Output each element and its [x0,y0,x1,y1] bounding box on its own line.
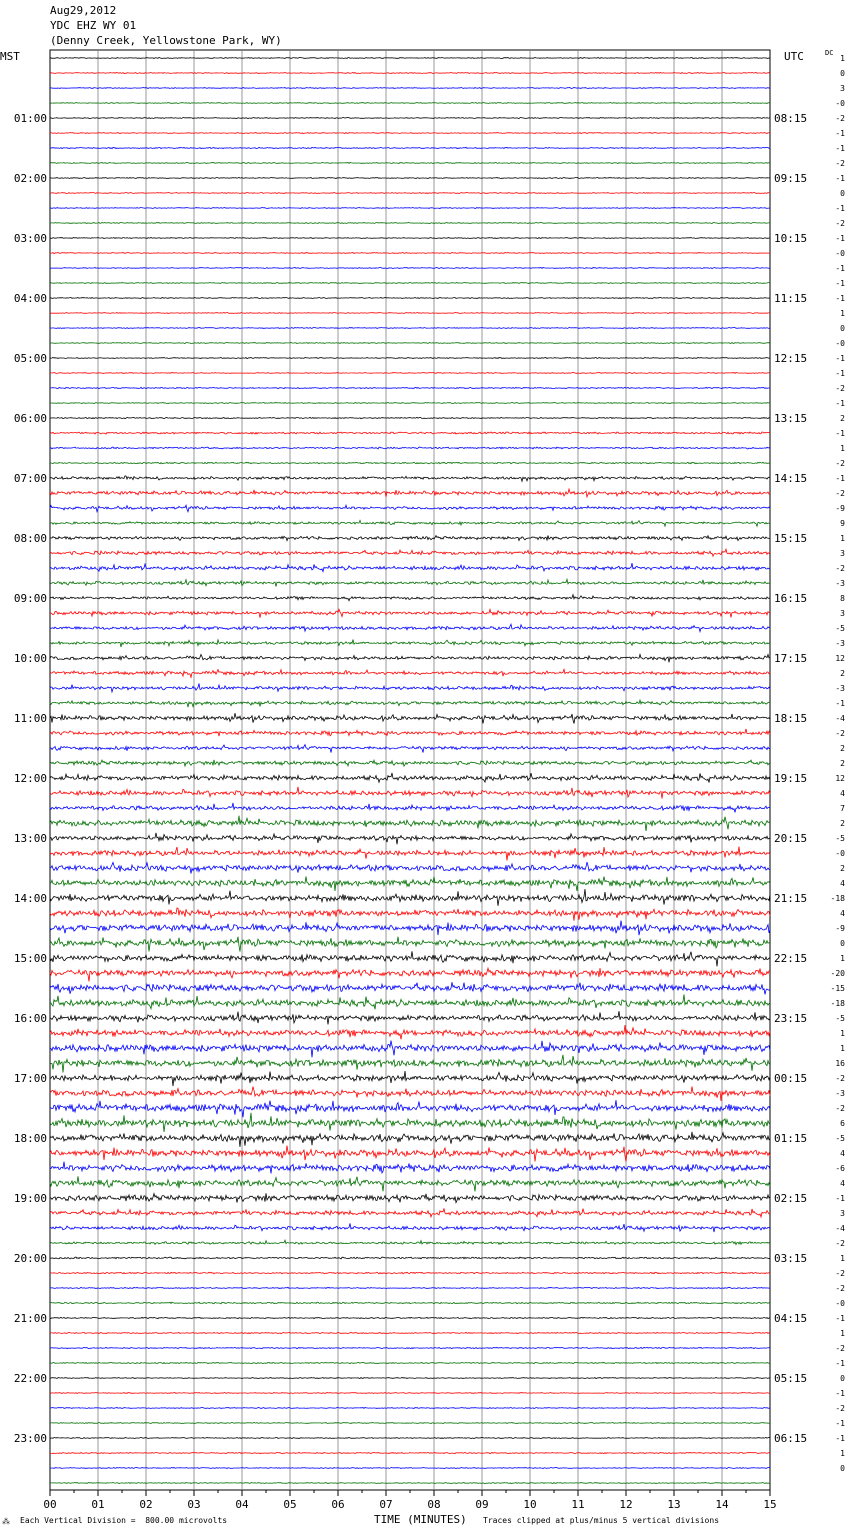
dc-offset-label: 2 [840,669,845,678]
left-time-label: 16:00 [13,1012,47,1025]
trace-line [50,283,770,284]
trace-line [50,1055,770,1073]
dc-offset-label: -18 [830,999,845,1008]
dc-offset-label: -6 [835,1164,845,1173]
trace-line [50,1452,770,1453]
trace-line [50,1146,770,1162]
trace-line [50,267,770,268]
trace-line [50,358,770,359]
dc-offset-label: -2 [835,564,845,573]
dc-offset-label: -1 [835,1359,845,1368]
trace-line [50,549,770,556]
right-time-label: 06:15 [774,1432,808,1445]
right-time-label: 14:15 [774,472,808,485]
x-tick-label: 06 [331,1498,345,1511]
dc-offset-label: 8 [840,594,845,603]
x-tick-label: 01 [91,1498,105,1511]
dc-offset-label: -0 [835,99,845,108]
trace-line [50,1071,770,1086]
dc-offset-label: 1 [840,1029,845,1038]
dc-offset-label: 4 [840,789,845,798]
dc-offset-label: -1 [835,174,845,183]
dc-offset-label: -3 [835,684,845,693]
dc-offset-label: -0 [835,849,845,858]
x-tick-label: 05 [283,1498,297,1511]
dc-offset-label: 7 [840,804,845,813]
dc-offset-label: 0 [840,939,845,948]
right-time-label: 15:15 [774,532,808,545]
x-tick-label: 04 [235,1498,249,1511]
trace-line [50,745,770,753]
x-tick-label: 11 [571,1498,585,1511]
dc-offset-label: -1 [835,354,845,363]
dc-offset-label: 1 [840,954,845,963]
dc-offset-label: -1 [835,1389,845,1398]
dc-offset-label: -5 [835,834,845,843]
dc-offset-label: 2 [840,759,845,768]
trace-line [50,1208,770,1217]
trace-line [50,994,770,1009]
trace-line [50,178,770,179]
dc-offset-label: 1 [840,1254,845,1263]
trace-line [50,1483,770,1484]
right-time-label: 21:15 [774,892,808,905]
trace-line [50,669,770,677]
dc-offset-label: -0 [835,1299,845,1308]
right-time-label: 09:15 [774,172,808,185]
dc-offset-label: 0 [840,189,845,198]
trace-line [50,387,770,388]
dc-offset-label: -2 [835,1269,845,1278]
trace-line [50,787,770,799]
x-tick-label: 14 [715,1498,729,1511]
dc-offset-label: -1 [835,1194,845,1203]
left-time-label: 02:00 [13,172,47,185]
dc-offset-label: -15 [830,984,845,993]
trace-line [50,713,770,723]
trace-line [50,563,770,572]
trace-line [50,103,770,104]
left-time-label: 17:00 [13,1072,47,1085]
dc-offset-label: -1 [835,294,845,303]
dc-offset-label: -20 [830,969,845,978]
dc-offset-label: 1 [840,309,845,318]
x-tick-label: 00 [43,1498,57,1511]
trace-line [50,193,770,194]
dc-offset-label: -1 [835,204,845,213]
dc-offset-label: -1 [835,279,845,288]
x-tick-label: 03 [187,1498,201,1511]
dc-offset-label: 0 [840,1464,845,1473]
dc-offset-label: 3 [840,549,845,558]
dc-offset-label: -1 [835,234,845,243]
dc-offset-label: -3 [835,579,845,588]
trace-line [50,1176,770,1191]
dc-offset-label: 0 [840,1374,845,1383]
left-time-label: 01:00 [13,112,47,125]
dc-offset-label: 1 [840,534,845,543]
trace-line [50,1132,770,1147]
dc-offset-label: 2 [840,744,845,753]
dc-offset-label: -2 [835,159,845,168]
dc-offset-label: 2 [840,819,845,828]
dc-offset-label: -1 [835,1419,845,1428]
usgs-mark: ⁂ [2,1517,10,1526]
dc-offset-label: 4 [840,879,845,888]
left-time-label: 14:00 [13,892,47,905]
left-time-label: 04:00 [13,292,47,305]
trace-line [50,1407,770,1408]
right-time-label: 17:15 [774,652,808,665]
dc-offset-label: -3 [835,1089,845,1098]
left-time-label: 13:00 [13,832,47,845]
trace-line [50,253,770,254]
trace-line [50,1378,770,1379]
dc-offset-label: -2 [835,1074,845,1083]
trace-line [50,889,770,906]
trace-line [50,1468,770,1469]
trace-line [50,313,770,314]
trace-line [50,238,770,239]
right-time-label: 10:15 [774,232,808,245]
left-timezone-label: MST [0,50,20,63]
trace-line [50,1287,770,1288]
left-time-label: 12:00 [13,772,47,785]
dc-offset-label: 12 [835,654,845,663]
trace-line [50,877,770,892]
left-time-label: 23:00 [13,1432,47,1445]
station-location: (Denny Creek, Yellowstone Park, WY) [50,34,282,47]
right-time-label: 11:15 [774,292,808,305]
x-tick-label: 15 [763,1498,777,1511]
dc-offset-label: 9 [840,519,845,528]
clipping-note: Traces clipped at plus/minus 5 vertical divisions [483,1516,720,1525]
dc-offset-label: -1 [835,264,845,273]
trace-line [50,1438,770,1439]
x-tick-label: 09 [475,1498,489,1511]
dc-offset-label: 1 [840,444,845,453]
dc-offset-label: -2 [835,459,845,468]
dc-offset-label: 4 [840,1149,845,1158]
trace-line [50,1393,770,1394]
right-time-label: 19:15 [774,772,808,785]
right-time-label: 16:15 [774,592,808,605]
dc-offset-label: -5 [835,1014,845,1023]
trace-line [50,609,770,617]
trace-line [50,1025,770,1039]
trace-line [50,833,770,845]
trace-line [50,816,770,831]
dc-offset-label: -1 [835,1314,845,1323]
trace-line [50,1113,770,1132]
minute-grid [98,50,722,1490]
dc-offset-label: 12 [835,774,845,783]
x-tick-label: 02 [139,1498,153,1511]
trace-line [50,1332,770,1333]
dc-offset-label: -3 [835,639,845,648]
trace-line [50,1423,770,1424]
right-time-label: 13:15 [774,412,808,425]
dc-offset-label: -1 [835,144,845,153]
trace-line [50,937,770,952]
dc-offset-label: 4 [840,909,845,918]
right-time-label: 12:15 [774,352,808,365]
trace-line [50,118,770,119]
right-time-label: 04:15 [774,1312,808,1325]
trace-line [50,73,770,74]
dc-offset-label: 1 [840,1449,845,1458]
trace-line [50,133,770,134]
trace-line [50,1302,770,1304]
dc-offset-label: -2 [835,1104,845,1113]
dc-offset-label: -1 [835,1434,845,1443]
left-time-label: 05:00 [13,352,47,365]
trace-line [50,1240,770,1244]
trace-line [50,505,770,511]
scale-note: Each Vertical Division = 800.00 microvolts [20,1516,228,1525]
dc-offset-label: -1 [835,129,845,138]
x-tick-label: 07 [379,1498,393,1511]
x-tick-label: 12 [619,1498,633,1511]
trace-line [50,908,770,921]
trace-line [50,684,770,692]
dc-offset-label: -18 [830,894,845,903]
trace-line [50,1223,770,1232]
trace-line [50,372,770,373]
x-axis-title: TIME (MINUTES) [374,1513,467,1526]
trace-line [50,489,770,497]
dc-offset-label: 3 [840,609,845,618]
trace-line [50,417,770,418]
dc-offset-label: 4 [840,1179,845,1188]
trace-line [50,520,770,526]
trace-line [50,951,770,966]
dc-offset-label: 16 [835,1059,845,1068]
dc-offset-label: -1 [835,429,845,438]
trace-line [50,462,770,464]
dc-offset-label: -5 [835,624,845,633]
trace-line [50,403,770,404]
dc-offset-label: -2 [835,219,845,228]
trace-line [50,343,770,344]
right-time-label: 22:15 [774,952,808,965]
dc-offset-label: -9 [835,504,845,513]
trace-line [50,328,770,329]
left-time-label: 09:00 [13,592,47,605]
dc-offset-label: 0 [840,324,845,333]
x-tick-label: 13 [667,1498,681,1511]
trace-line [50,1317,770,1318]
trace-line [50,147,770,148]
dc-offset-label: -5 [835,1134,845,1143]
trace-line [50,700,770,707]
left-time-label: 10:00 [13,652,47,665]
trace-line [50,1087,770,1101]
trace-line [50,579,770,586]
dc-offset-label: -0 [835,339,845,348]
trace-line [50,655,770,663]
trace-line [50,803,770,813]
dc-offset-label: 2 [840,864,845,873]
trace-line [50,1011,770,1024]
trace-line [50,1162,770,1174]
x-tick-label: 08 [427,1498,441,1511]
left-time-label: 18:00 [13,1132,47,1145]
left-time-label: 11:00 [13,712,47,725]
trace-line [50,1193,770,1202]
trace-line [50,476,770,481]
dc-offset-label: -1 [835,474,845,483]
dc-offset-label: -4 [835,714,845,723]
trace-line [50,921,770,936]
trace-line [50,162,770,163]
dc-offset-label: -9 [835,924,845,933]
trace-line [50,773,770,783]
trace-line [50,1257,770,1259]
dc-offset-label: -2 [835,384,845,393]
trace-line [50,432,770,434]
trace-line [50,1272,770,1274]
dc-offset-label: 2 [840,414,845,423]
left-time-label: 15:00 [13,952,47,965]
trace-line [50,536,770,541]
x-axis [43,1490,776,1511]
trace-line [50,1362,770,1363]
trace-line [50,298,770,299]
dc-offset-label: 3 [840,1209,845,1218]
station-code: YDC EHZ WY 01 [50,19,137,32]
trace-line [50,58,770,59]
right-time-label: 18:15 [774,712,808,725]
right-time-label: 00:15 [774,1072,808,1085]
trace-line [50,1100,770,1117]
left-time-label: 03:00 [13,232,47,245]
dc-offset-label: -2 [835,729,845,738]
dc-offset-label: -0 [835,249,845,258]
dc-offset-label: 1 [840,1329,845,1338]
dc-offset-label: -2 [835,489,845,498]
dc-offset-label: -2 [835,1284,845,1293]
left-time-label: 19:00 [13,1192,47,1205]
trace-line [50,447,770,449]
left-time-label: 08:00 [13,532,47,545]
dc-offset-label: -1 [835,369,845,378]
trace-line [50,88,770,89]
x-tick-label: 10 [523,1498,537,1511]
right-timezone-label: UTC [784,50,804,63]
plot-date: Aug29,2012 [50,4,117,17]
trace-line [50,968,770,981]
dc-offset-label: 3 [840,84,845,93]
dc-offset-label: -2 [835,114,845,123]
dc-offset-label: -2 [835,1404,845,1413]
dc-offset-label: 0 [840,69,845,78]
trace-line [50,982,770,994]
trace-line [50,640,770,648]
dc-header-label: DC [825,49,834,57]
dc-offset-label: -2 [835,1239,845,1248]
right-time-label: 05:15 [774,1372,808,1385]
dc-offset-label: 6 [840,1119,845,1128]
left-time-label: 07:00 [13,472,47,485]
right-time-label: 20:15 [774,832,808,845]
seismic-traces [50,58,770,1484]
left-time-label: 21:00 [13,1312,47,1325]
trace-line [50,1347,770,1348]
dc-offset-label: -1 [835,399,845,408]
right-time-label: 23:15 [774,1012,808,1025]
right-time-label: 02:15 [774,1192,808,1205]
left-time-label: 20:00 [13,1252,47,1265]
right-time-label: 03:15 [774,1252,808,1265]
trace-line [50,595,770,601]
right-time-label: 08:15 [774,112,808,125]
left-time-label: 06:00 [13,412,47,425]
trace-line [50,847,770,861]
trace-line [50,862,770,874]
trace-line [50,760,770,766]
trace-line [50,729,770,736]
left-time-label: 22:00 [13,1372,47,1385]
trace-line [50,1041,770,1058]
right-time-label: 01:15 [774,1132,808,1145]
trace-line [50,624,770,631]
dc-offset-label: -2 [835,1344,845,1353]
trace-line [50,208,770,209]
dc-offset-label: -4 [835,1224,845,1233]
dc-offset-label: 1 [840,54,845,63]
dc-offset-label: -1 [835,699,845,708]
trace-line [50,223,770,224]
dc-offset-label: 1 [840,1044,845,1053]
